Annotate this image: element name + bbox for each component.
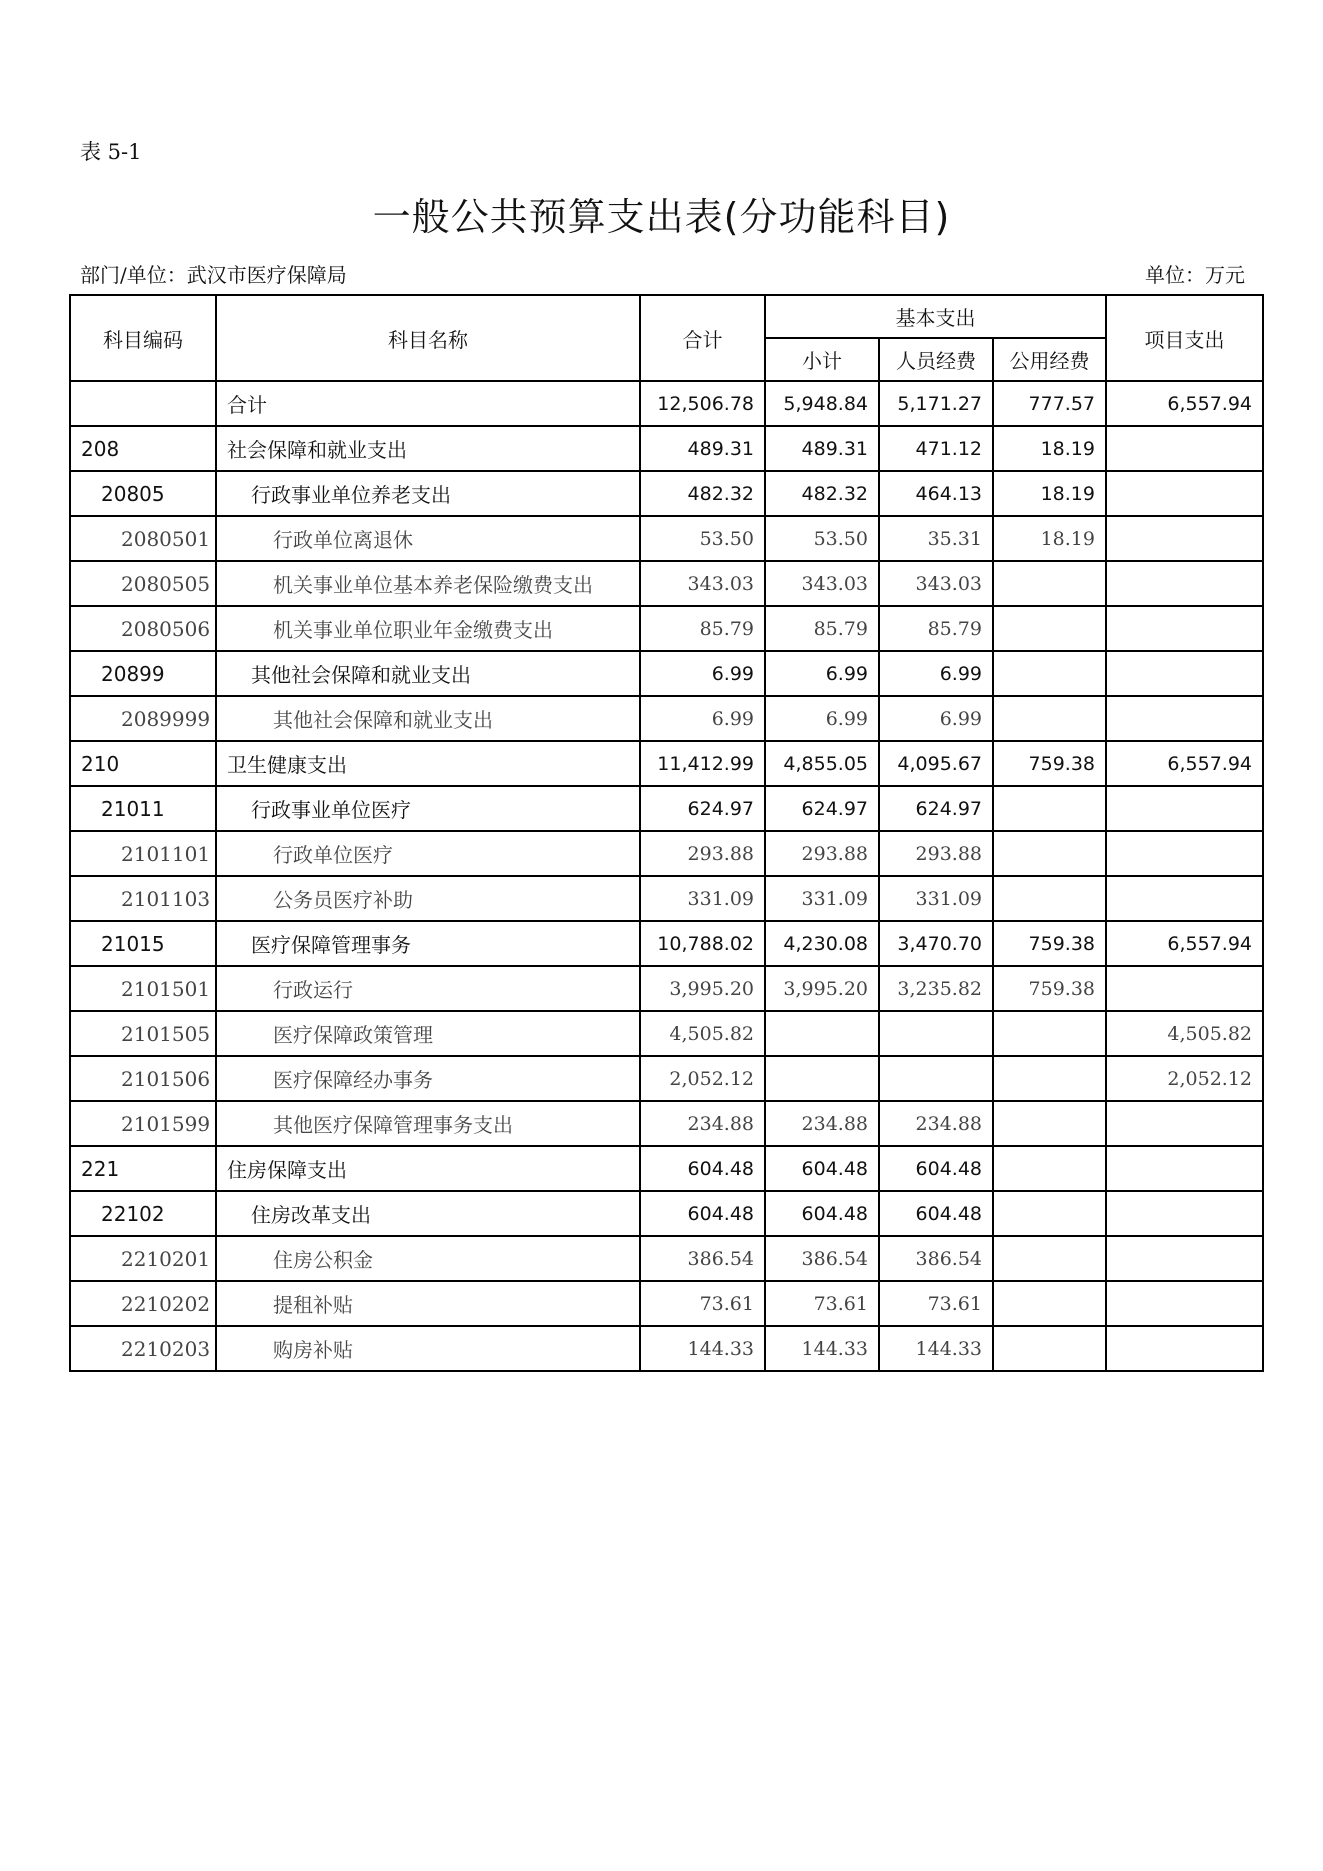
cell-public: 759.38 bbox=[993, 966, 1106, 1011]
cell-personnel: 331.09 bbox=[879, 876, 993, 921]
cell-personnel: 234.88 bbox=[879, 1101, 993, 1146]
cell-subtotal: 6.99 bbox=[765, 651, 879, 696]
header-basic: 基本支出 bbox=[765, 295, 1106, 338]
cell-code: 20899 bbox=[70, 651, 216, 696]
cell-code: 2089999 bbox=[70, 696, 216, 741]
cell-public: 18.19 bbox=[993, 426, 1106, 471]
table-row bbox=[70, 1326, 1263, 1371]
cell-subtotal: 4,230.08 bbox=[765, 921, 879, 966]
cell-subtotal: 3,995.20 bbox=[765, 966, 879, 1011]
table-row bbox=[70, 1146, 1263, 1191]
cell-total: 53.50 bbox=[640, 516, 765, 561]
table-row bbox=[70, 561, 1263, 606]
cell-code bbox=[70, 381, 216, 426]
header-code: 科目编码 bbox=[70, 295, 216, 381]
cell-subtotal: 73.61 bbox=[765, 1281, 879, 1326]
cell-subtotal: 604.48 bbox=[765, 1146, 879, 1191]
table-number: 表 5-1 bbox=[80, 140, 142, 164]
cell-name: 住房改革支出 bbox=[216, 1191, 640, 1236]
cell-project bbox=[1106, 1191, 1263, 1236]
cell-total: 2,052.12 bbox=[640, 1056, 765, 1101]
cell-code: 2210201 bbox=[70, 1236, 216, 1281]
table-row bbox=[70, 786, 1263, 831]
table-row bbox=[70, 1281, 1263, 1326]
cell-code: 2101501 bbox=[70, 966, 216, 1011]
cell-code: 2080506 bbox=[70, 606, 216, 651]
table-row bbox=[70, 651, 1263, 696]
cell-name: 合计 bbox=[216, 381, 640, 426]
cell-total: 604.48 bbox=[640, 1191, 765, 1236]
header-total: 合计 bbox=[640, 295, 765, 381]
cell-public: 18.19 bbox=[993, 471, 1106, 516]
cell-personnel: 3,470.70 bbox=[879, 921, 993, 966]
cell-public bbox=[993, 1056, 1106, 1101]
cell-name: 卫生健康支出 bbox=[216, 741, 640, 786]
cell-subtotal: 5,948.84 bbox=[765, 381, 879, 426]
cell-code: 2080501 bbox=[70, 516, 216, 561]
cell-personnel: 6.99 bbox=[879, 696, 993, 741]
cell-project: 6,557.94 bbox=[1106, 921, 1263, 966]
cell-code: 21011 bbox=[70, 786, 216, 831]
table-row bbox=[70, 1236, 1263, 1281]
cell-total: 6.99 bbox=[640, 651, 765, 696]
cell-name: 机关事业单位基本养老保险缴费支出 bbox=[216, 561, 640, 606]
cell-public bbox=[993, 651, 1106, 696]
cell-total: 604.48 bbox=[640, 1146, 765, 1191]
cell-code: 221 bbox=[70, 1146, 216, 1191]
cell-subtotal: 624.97 bbox=[765, 786, 879, 831]
cell-project: 6,557.94 bbox=[1106, 741, 1263, 786]
cell-code: 2080505 bbox=[70, 561, 216, 606]
cell-name: 提租补贴 bbox=[216, 1281, 640, 1326]
cell-project bbox=[1106, 651, 1263, 696]
cell-personnel: 6.99 bbox=[879, 651, 993, 696]
cell-project bbox=[1106, 561, 1263, 606]
cell-subtotal: 489.31 bbox=[765, 426, 879, 471]
cell-total: 293.88 bbox=[640, 831, 765, 876]
table-body bbox=[70, 381, 1263, 1371]
cell-subtotal: 343.03 bbox=[765, 561, 879, 606]
cell-total: 331.09 bbox=[640, 876, 765, 921]
table-row bbox=[70, 831, 1263, 876]
cell-personnel: 5,171.27 bbox=[879, 381, 993, 426]
cell-total: 4,505.82 bbox=[640, 1011, 765, 1056]
cell-name: 购房补贴 bbox=[216, 1326, 640, 1371]
page-title: 一般公共预算支出表(分功能科目) bbox=[372, 195, 951, 239]
cell-total: 3,995.20 bbox=[640, 966, 765, 1011]
cell-code: 2101599 bbox=[70, 1101, 216, 1146]
cell-personnel: 343.03 bbox=[879, 561, 993, 606]
cell-total: 10,788.02 bbox=[640, 921, 765, 966]
cell-public bbox=[993, 1146, 1106, 1191]
table-row bbox=[70, 876, 1263, 921]
cell-personnel: 604.48 bbox=[879, 1191, 993, 1236]
cell-project bbox=[1106, 831, 1263, 876]
table-row bbox=[70, 606, 1263, 651]
cell-name: 社会保障和就业支出 bbox=[216, 426, 640, 471]
table-row bbox=[70, 381, 1263, 426]
header-project: 项目支出 bbox=[1106, 295, 1263, 381]
cell-code: 210 bbox=[70, 741, 216, 786]
cell-name: 行政事业单位养老支出 bbox=[216, 471, 640, 516]
cell-subtotal: 604.48 bbox=[765, 1191, 879, 1236]
cell-name: 行政单位离退休 bbox=[216, 516, 640, 561]
cell-personnel: 464.13 bbox=[879, 471, 993, 516]
cell-total: 489.31 bbox=[640, 426, 765, 471]
cell-subtotal: 144.33 bbox=[765, 1326, 879, 1371]
cell-total: 73.61 bbox=[640, 1281, 765, 1326]
cell-total: 144.33 bbox=[640, 1326, 765, 1371]
cell-public: 18.19 bbox=[993, 516, 1106, 561]
cell-project bbox=[1106, 966, 1263, 1011]
cell-name: 医疗保障经办事务 bbox=[216, 1056, 640, 1101]
table-row bbox=[70, 1191, 1263, 1236]
cell-project bbox=[1106, 786, 1263, 831]
cell-name: 其他社会保障和就业支出 bbox=[216, 696, 640, 741]
cell-personnel bbox=[879, 1011, 993, 1056]
department-label: 部门/单位：武汉市医疗保障局 bbox=[80, 263, 347, 287]
budget-table bbox=[69, 294, 1264, 1372]
cell-subtotal bbox=[765, 1011, 879, 1056]
cell-subtotal: 482.32 bbox=[765, 471, 879, 516]
cell-public bbox=[993, 1191, 1106, 1236]
cell-name: 住房保障支出 bbox=[216, 1146, 640, 1191]
cell-subtotal: 234.88 bbox=[765, 1101, 879, 1146]
cell-personnel: 471.12 bbox=[879, 426, 993, 471]
cell-name: 行政运行 bbox=[216, 966, 640, 1011]
header-name: 科目名称 bbox=[216, 295, 640, 381]
table-row bbox=[70, 921, 1263, 966]
cell-public bbox=[993, 1281, 1106, 1326]
cell-project bbox=[1106, 1326, 1263, 1371]
cell-name: 其他医疗保障管理事务支出 bbox=[216, 1101, 640, 1146]
cell-public bbox=[993, 1011, 1106, 1056]
unit-label: 单位：万元 bbox=[1145, 263, 1245, 287]
cell-total: 343.03 bbox=[640, 561, 765, 606]
cell-total: 12,506.78 bbox=[640, 381, 765, 426]
table-row bbox=[70, 471, 1263, 516]
cell-personnel: 3,235.82 bbox=[879, 966, 993, 1011]
cell-personnel: 604.48 bbox=[879, 1146, 993, 1191]
table-row bbox=[70, 741, 1263, 786]
cell-personnel: 4,095.67 bbox=[879, 741, 993, 786]
cell-project bbox=[1106, 696, 1263, 741]
cell-subtotal: 53.50 bbox=[765, 516, 879, 561]
cell-name: 行政事业单位医疗 bbox=[216, 786, 640, 831]
header-public: 公用经费 bbox=[993, 338, 1106, 381]
cell-subtotal: 85.79 bbox=[765, 606, 879, 651]
cell-code: 208 bbox=[70, 426, 216, 471]
cell-code: 2210203 bbox=[70, 1326, 216, 1371]
cell-code: 2101506 bbox=[70, 1056, 216, 1101]
cell-code: 21015 bbox=[70, 921, 216, 966]
cell-personnel bbox=[879, 1056, 993, 1101]
cell-public: 777.57 bbox=[993, 381, 1106, 426]
cell-personnel: 85.79 bbox=[879, 606, 993, 651]
cell-subtotal: 386.54 bbox=[765, 1236, 879, 1281]
table-row bbox=[70, 966, 1263, 1011]
cell-public bbox=[993, 876, 1106, 921]
cell-total: 624.97 bbox=[640, 786, 765, 831]
cell-name: 住房公积金 bbox=[216, 1236, 640, 1281]
cell-personnel: 293.88 bbox=[879, 831, 993, 876]
cell-project bbox=[1106, 426, 1263, 471]
cell-subtotal: 6.99 bbox=[765, 696, 879, 741]
cell-project bbox=[1106, 1101, 1263, 1146]
cell-name: 公务员医疗补助 bbox=[216, 876, 640, 921]
cell-public bbox=[993, 786, 1106, 831]
cell-code: 2101101 bbox=[70, 831, 216, 876]
cell-code: 2210202 bbox=[70, 1281, 216, 1326]
cell-total: 11,412.99 bbox=[640, 741, 765, 786]
cell-project bbox=[1106, 876, 1263, 921]
table-row bbox=[70, 1011, 1263, 1056]
cell-name: 医疗保障管理事务 bbox=[216, 921, 640, 966]
table-row bbox=[70, 1101, 1263, 1146]
cell-public bbox=[993, 831, 1106, 876]
header-subtotal: 小计 bbox=[765, 338, 879, 381]
cell-total: 386.54 bbox=[640, 1236, 765, 1281]
cell-subtotal: 293.88 bbox=[765, 831, 879, 876]
cell-project bbox=[1106, 1236, 1263, 1281]
cell-name: 医疗保障政策管理 bbox=[216, 1011, 640, 1056]
cell-personnel: 73.61 bbox=[879, 1281, 993, 1326]
cell-public bbox=[993, 1101, 1106, 1146]
cell-project bbox=[1106, 471, 1263, 516]
cell-name: 机关事业单位职业年金缴费支出 bbox=[216, 606, 640, 651]
cell-personnel: 386.54 bbox=[879, 1236, 993, 1281]
cell-total: 234.88 bbox=[640, 1101, 765, 1146]
cell-subtotal: 331.09 bbox=[765, 876, 879, 921]
cell-code: 20805 bbox=[70, 471, 216, 516]
cell-personnel: 35.31 bbox=[879, 516, 993, 561]
table-row bbox=[70, 696, 1263, 741]
cell-name: 行政单位医疗 bbox=[216, 831, 640, 876]
cell-public bbox=[993, 561, 1106, 606]
cell-project bbox=[1106, 516, 1263, 561]
cell-project: 2,052.12 bbox=[1106, 1056, 1263, 1101]
table-row bbox=[70, 426, 1263, 471]
cell-project bbox=[1106, 1281, 1263, 1326]
cell-personnel: 624.97 bbox=[879, 786, 993, 831]
cell-project bbox=[1106, 1146, 1263, 1191]
cell-project: 6,557.94 bbox=[1106, 381, 1263, 426]
cell-public: 759.38 bbox=[993, 741, 1106, 786]
cell-project: 4,505.82 bbox=[1106, 1011, 1263, 1056]
cell-public: 759.38 bbox=[993, 921, 1106, 966]
cell-name: 其他社会保障和就业支出 bbox=[216, 651, 640, 696]
cell-code: 22102 bbox=[70, 1191, 216, 1236]
cell-public bbox=[993, 606, 1106, 651]
cell-code: 2101505 bbox=[70, 1011, 216, 1056]
header-personnel: 人员经费 bbox=[879, 338, 993, 381]
cell-total: 482.32 bbox=[640, 471, 765, 516]
cell-total: 85.79 bbox=[640, 606, 765, 651]
cell-public bbox=[993, 1236, 1106, 1281]
cell-public bbox=[993, 696, 1106, 741]
table-row bbox=[70, 516, 1263, 561]
cell-subtotal bbox=[765, 1056, 879, 1101]
cell-personnel: 144.33 bbox=[879, 1326, 993, 1371]
cell-public bbox=[993, 1326, 1106, 1371]
cell-project bbox=[1106, 606, 1263, 651]
cell-total: 6.99 bbox=[640, 696, 765, 741]
table-row bbox=[70, 1056, 1263, 1101]
cell-subtotal: 4,855.05 bbox=[765, 741, 879, 786]
cell-code: 2101103 bbox=[70, 876, 216, 921]
